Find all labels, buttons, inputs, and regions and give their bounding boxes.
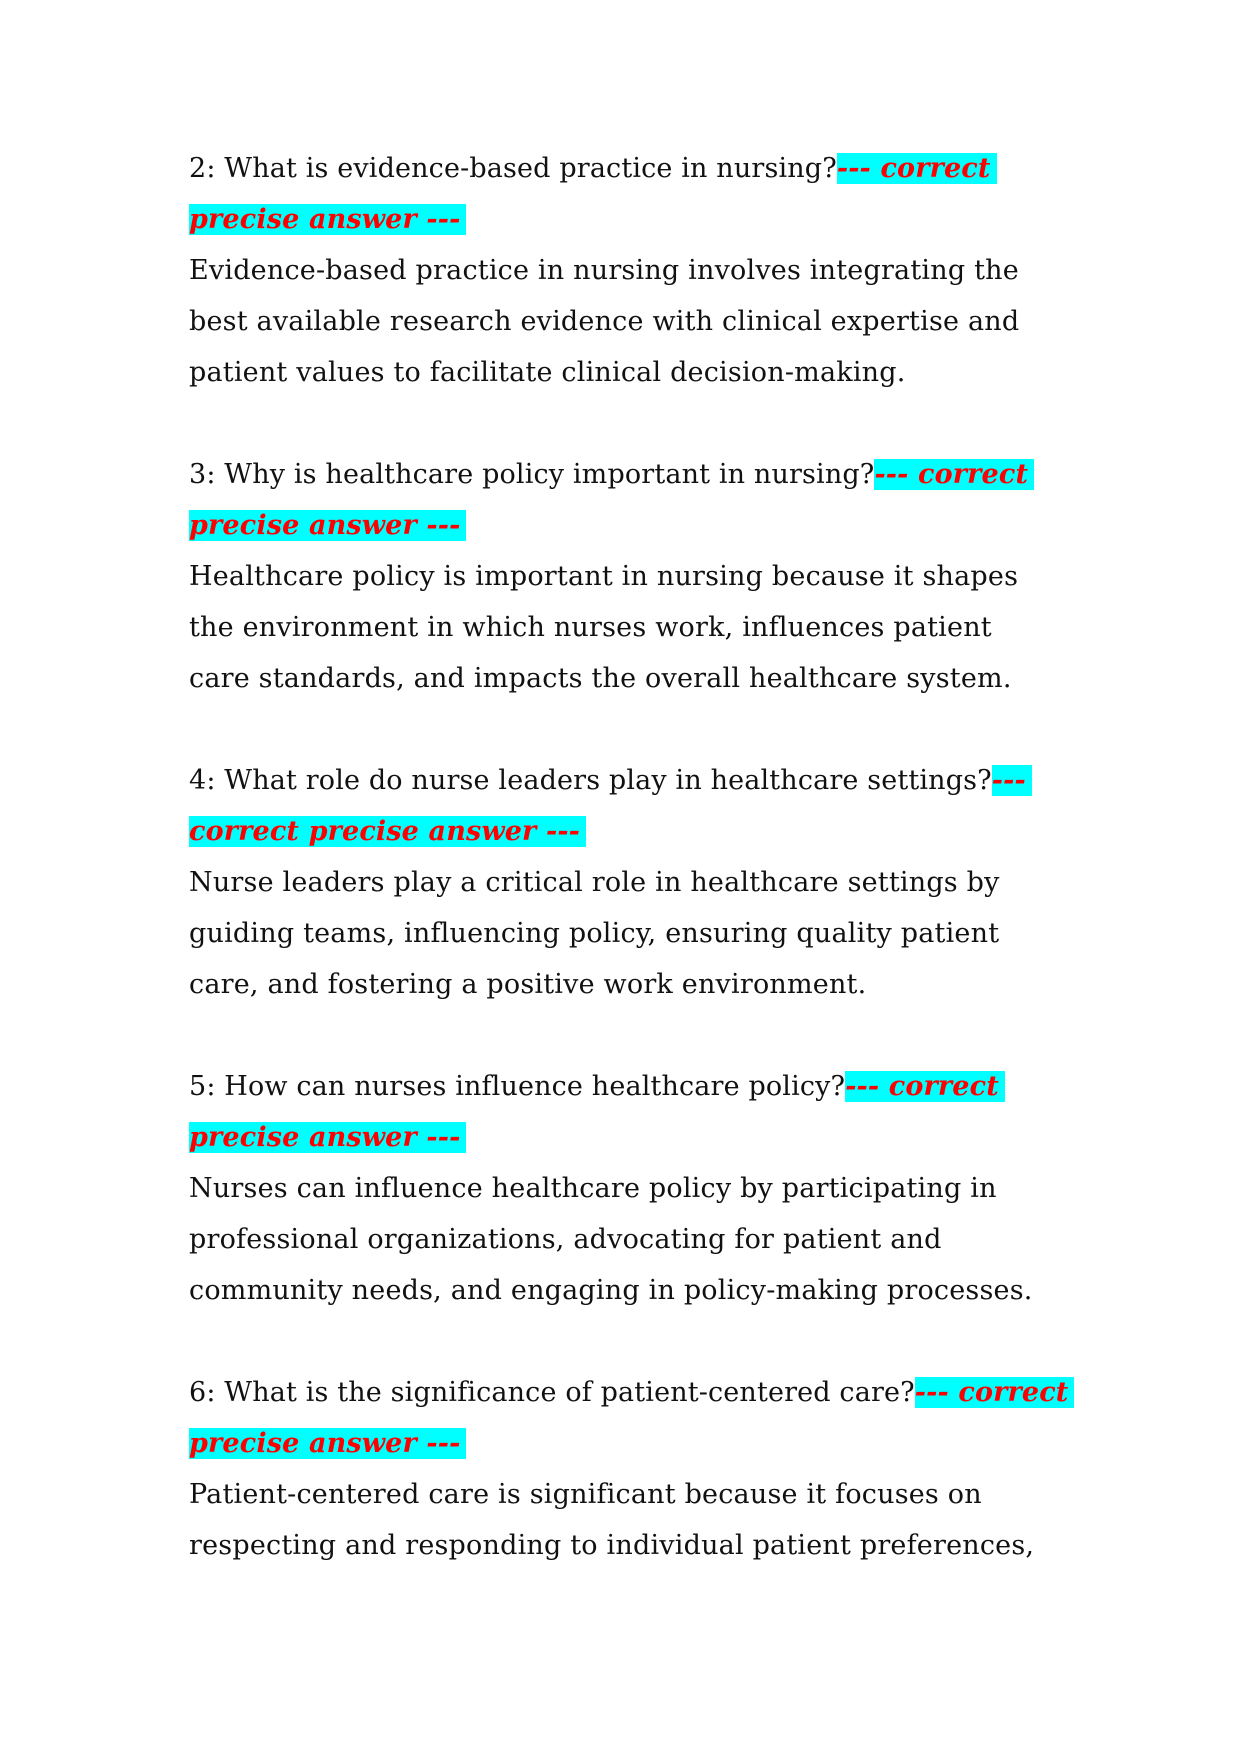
answer-marker: --- [992,765,1032,796]
marker-line [189,806,1069,857]
question-line [189,1367,1069,1418]
answer-text [189,551,1069,704]
answer-text [189,1163,1069,1316]
question-text: 6: What is the significance of patient-centered care? [189,1377,915,1408]
answer-line: Patient-centered care is significant because it focuses on [189,1479,982,1510]
answer-marker: --- correct [915,1377,1075,1408]
question-text: 5: How can nurses influence healthcare policy? [189,1071,846,1102]
answer-marker: --- correct [837,153,997,184]
question-line [189,1061,1069,1112]
qa-item-6 [189,1367,1069,1571]
marker-line [189,1418,1069,1469]
answer-line: respecting and responding to individual patient preferences, [189,1530,1035,1561]
question-text: 4: What role do nurse leaders play in healthcare settings? [189,765,992,796]
qa-list [189,143,1069,1622]
answer-marker: precise answer --- [189,1122,466,1153]
answer-line: Nurse leaders play a critical role in healthcare settings by [189,867,1000,898]
answer-line: care standards, and impacts the overall healthcare system. [189,663,1012,694]
answer-line: Nurses can influence healthcare policy by participating in [189,1173,997,1204]
answer-marker: precise answer --- [189,204,466,235]
qa-item-5 [189,1061,1069,1316]
question-text: 2: What is evidence-based practice in nursing? [189,153,837,184]
marker-line [189,1112,1069,1163]
answer-line: care, and fostering a positive work environment. [189,969,867,1000]
qa-item-4 [189,755,1069,1010]
question-line [189,755,1069,806]
answer-line: patient values to facilitate clinical decision-making. [189,357,906,388]
question-line [189,449,1069,500]
answer-marker: correct precise answer --- [189,816,586,847]
answer-text [189,857,1069,1010]
answer-marker: --- correct [845,1071,1005,1102]
answer-line: the environment in which nurses work, influences patient [189,612,992,643]
question-line [189,143,1069,194]
qa-item-3 [189,449,1069,704]
marker-line [189,500,1069,551]
answer-line: Evidence-based practice in nursing involves integrating the [189,255,1019,286]
answer-marker: --- correct [874,459,1034,490]
answer-line: best available research evidence with clinical expertise and [189,306,1020,337]
answer-line: community needs, and engaging in policy-making processes. [189,1275,1033,1306]
answer-line: Healthcare policy is important in nursing because it shapes [189,561,1019,592]
answer-text [189,245,1069,398]
question-text: 3: Why is healthcare policy important in nursing? [189,459,875,490]
answer-text [189,1469,1069,1571]
answer-marker: precise answer --- [189,1428,466,1459]
marker-line [189,194,1069,245]
answer-line: professional organizations, advocating for patient and [189,1224,942,1255]
answer-line: guiding teams, influencing policy, ensuring quality patient [189,918,1000,949]
answer-marker: precise answer --- [189,510,466,541]
qa-item-2 [189,143,1069,398]
